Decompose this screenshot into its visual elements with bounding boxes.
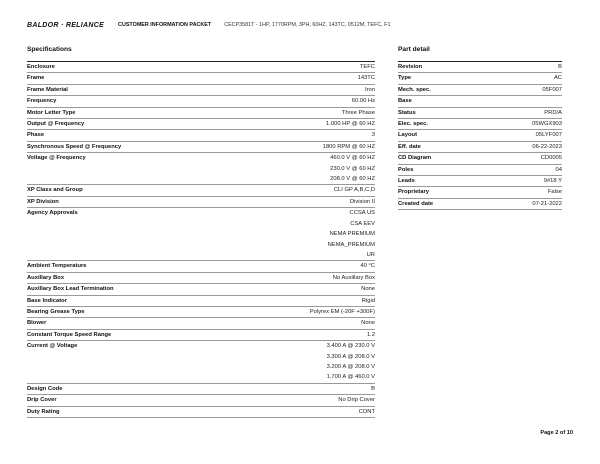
spec-row — [27, 296, 375, 307]
spec-value — [326, 119, 375, 129]
part-row — [398, 130, 562, 141]
spec-value-line: CLI GP A,B,C,D — [333, 187, 375, 194]
part-label: Eff. date — [398, 143, 421, 150]
page-number: Page 2 of 10 — [540, 430, 573, 436]
spec-value-line: 143TC — [357, 75, 375, 82]
spec-row — [27, 307, 375, 318]
spec-value — [365, 85, 375, 95]
spec-value-line: 1.2 — [366, 331, 375, 338]
spec-row — [27, 284, 375, 295]
spec-value-line: 40 °C — [360, 263, 375, 270]
spec-row — [27, 208, 375, 261]
spec-value — [359, 407, 375, 417]
spec-row — [27, 73, 375, 84]
spec-value — [372, 130, 375, 140]
spec-label: Base Indicator — [27, 297, 67, 304]
spec-row — [27, 142, 375, 153]
spec-label: Blower — [27, 320, 47, 327]
spec-value-line: 3.400 A @ 230.0 V — [326, 343, 375, 350]
page-header — [27, 19, 390, 31]
spec-value-line: Division II — [349, 198, 375, 205]
part-value: 05F007 — [542, 86, 562, 93]
spec-value-line: None — [361, 320, 375, 327]
spec-row — [27, 108, 375, 119]
part-row — [398, 61, 562, 73]
spec-value-line: No Auxillary Box — [332, 274, 375, 281]
spec-value-line: 208.0 V @ 60 HZ — [330, 176, 375, 183]
spec-label: Auxillary Box Lead Termination — [27, 286, 114, 293]
spec-value — [330, 153, 375, 184]
spec-value-line: 1.700 A @ 460.0 V — [326, 374, 375, 381]
spec-value-line: CONT — [358, 408, 375, 415]
part-value: 07-21-2022 — [532, 200, 562, 207]
specifications-title: Specifications — [27, 46, 72, 53]
spec-label: Frame Material — [27, 86, 68, 93]
spec-value — [338, 395, 375, 405]
part-row — [398, 119, 562, 130]
spec-label: Voltage @ Frequency — [27, 155, 86, 162]
spec-value — [362, 296, 375, 306]
spec-row — [27, 197, 375, 208]
part-label: Status — [398, 109, 416, 116]
spec-value-line: 1800 RPM @ 60 HZ — [322, 143, 375, 150]
catalog-line: CECP3581T - 1HP, 1770RPM, 3PH, 60HZ, 143TC, 0512M, TEFC, F1 — [224, 22, 391, 28]
part-label: Mech. spec. — [398, 86, 431, 93]
spec-value-line: 3.300 A @ 208.0 V — [326, 353, 375, 360]
spec-label: XP Division — [27, 198, 59, 205]
spec-value-line: 60.00 Hz — [351, 98, 375, 105]
spec-value-line: NEMA_PREMIUM — [327, 241, 375, 248]
spec-row — [27, 119, 375, 130]
spec-label: Constant Torque Speed Range — [27, 331, 112, 338]
spec-label: Synchronous Speed @ Frequency — [27, 143, 122, 150]
spec-value-line: NEMA PREMIUM — [329, 231, 375, 238]
spec-label: Auxillary Box — [27, 274, 65, 281]
spec-row — [27, 318, 375, 329]
specifications-table — [27, 61, 375, 418]
spec-row — [27, 330, 375, 341]
spec-label: Bearing Grease Type — [27, 308, 85, 315]
part-value: False — [547, 189, 562, 196]
spec-value-line: 3.200 A @ 208.0 V — [326, 363, 375, 370]
spec-value-line: 230.0 V @ 60 HZ — [330, 165, 375, 172]
spec-value-line: Three Phase — [341, 109, 375, 116]
spec-value-line: TEFC — [359, 64, 375, 70]
spec-value — [360, 261, 375, 271]
spec-value — [334, 185, 375, 195]
part-detail-title: Part detail — [398, 46, 430, 53]
part-row — [398, 108, 562, 119]
spec-value — [310, 307, 375, 317]
spec-label: Frequency — [27, 98, 57, 105]
spec-row — [27, 153, 375, 185]
spec-value-line: CCSA US — [349, 210, 375, 217]
part-label: Revision — [398, 64, 423, 70]
spec-row — [27, 407, 375, 418]
spec-value-line: 1.000 HP @ 60 HZ — [326, 121, 375, 128]
spec-value — [367, 330, 375, 340]
spec-row — [27, 273, 375, 284]
spec-label: Drip Cover — [27, 397, 57, 404]
spec-label: Enclosure — [27, 64, 56, 70]
spec-label: Phase — [27, 132, 45, 139]
part-label: Proprietary — [398, 189, 429, 196]
spec-value-line: Polyrex EM (-20F +300F) — [309, 308, 375, 315]
part-detail-table — [398, 61, 562, 210]
spec-value — [361, 284, 375, 294]
part-label: Created date — [398, 200, 434, 207]
spec-value-line: CSA EEV — [350, 220, 375, 227]
spec-label: Ambient Temperature — [27, 263, 87, 270]
spec-value — [350, 197, 375, 207]
spec-value-line: Iron — [365, 86, 375, 93]
part-label: CD Diagram — [398, 155, 432, 162]
part-value: 06-22-2023 — [532, 143, 562, 150]
spec-label: Duty Rating — [27, 408, 60, 415]
spec-label: Design Code — [27, 385, 63, 392]
spec-value-line: None — [361, 286, 375, 293]
part-value: 04 — [555, 166, 562, 173]
spec-value — [323, 142, 375, 152]
spec-row — [27, 85, 375, 96]
spec-value — [342, 108, 375, 118]
spec-value — [327, 341, 375, 383]
part-label: Base — [398, 98, 412, 105]
spec-value — [333, 273, 375, 283]
spec-value-line: UR — [366, 251, 375, 258]
part-value: B — [558, 64, 562, 70]
part-label: Elec. spec. — [398, 121, 428, 128]
part-row — [398, 165, 562, 176]
spec-value — [358, 73, 375, 83]
spec-value — [361, 318, 375, 328]
spec-value — [360, 62, 375, 72]
part-value: CD0005 — [540, 155, 562, 162]
spec-row — [27, 395, 375, 406]
spec-label: XP Class and Group — [27, 187, 83, 194]
spec-label: Motor Letter Type — [27, 109, 76, 116]
spec-value-line: Rigid — [361, 297, 375, 304]
part-value: 05WGX903 — [532, 121, 562, 128]
part-row — [398, 96, 562, 107]
spec-label: Output @ Frequency — [27, 121, 85, 128]
part-row — [398, 187, 562, 198]
spec-label: Current @ Voltage — [27, 343, 78, 350]
part-row — [398, 73, 562, 84]
spec-value-line: 3 — [371, 132, 375, 139]
part-value: 9#18 Y — [543, 178, 562, 185]
spec-label: Frame — [27, 75, 45, 82]
part-value: AC — [553, 75, 562, 82]
part-row — [398, 85, 562, 96]
spec-value-line: B — [371, 385, 375, 392]
part-label: Type — [398, 75, 412, 82]
spec-row — [27, 96, 375, 107]
baldor-reliance-logo: BALDOR · RELIANCE — [27, 21, 105, 29]
spec-value — [352, 96, 375, 106]
spec-row — [27, 341, 375, 384]
spec-value — [371, 384, 375, 394]
spec-value — [328, 208, 375, 260]
spec-row — [27, 261, 375, 272]
part-row — [398, 153, 562, 164]
spec-value-line: 460.0 V @ 60 HZ — [330, 155, 375, 162]
part-value: 05LYF007 — [535, 132, 562, 139]
spec-label: Agency Approvals — [27, 210, 78, 217]
spec-value-line: No Drip Cover — [338, 397, 375, 404]
spec-row — [27, 185, 375, 196]
spec-row — [27, 130, 375, 141]
spec-row — [27, 384, 375, 395]
part-row — [398, 199, 562, 210]
part-row — [398, 176, 562, 187]
part-value: PRD/A — [544, 109, 562, 116]
spec-row — [27, 61, 375, 73]
part-row — [398, 142, 562, 153]
part-label: Leads — [398, 178, 415, 185]
part-label: Poles — [398, 166, 414, 173]
packet-title: CUSTOMER INFORMATION PACKET — [118, 22, 212, 28]
part-label: Layout — [398, 132, 418, 139]
